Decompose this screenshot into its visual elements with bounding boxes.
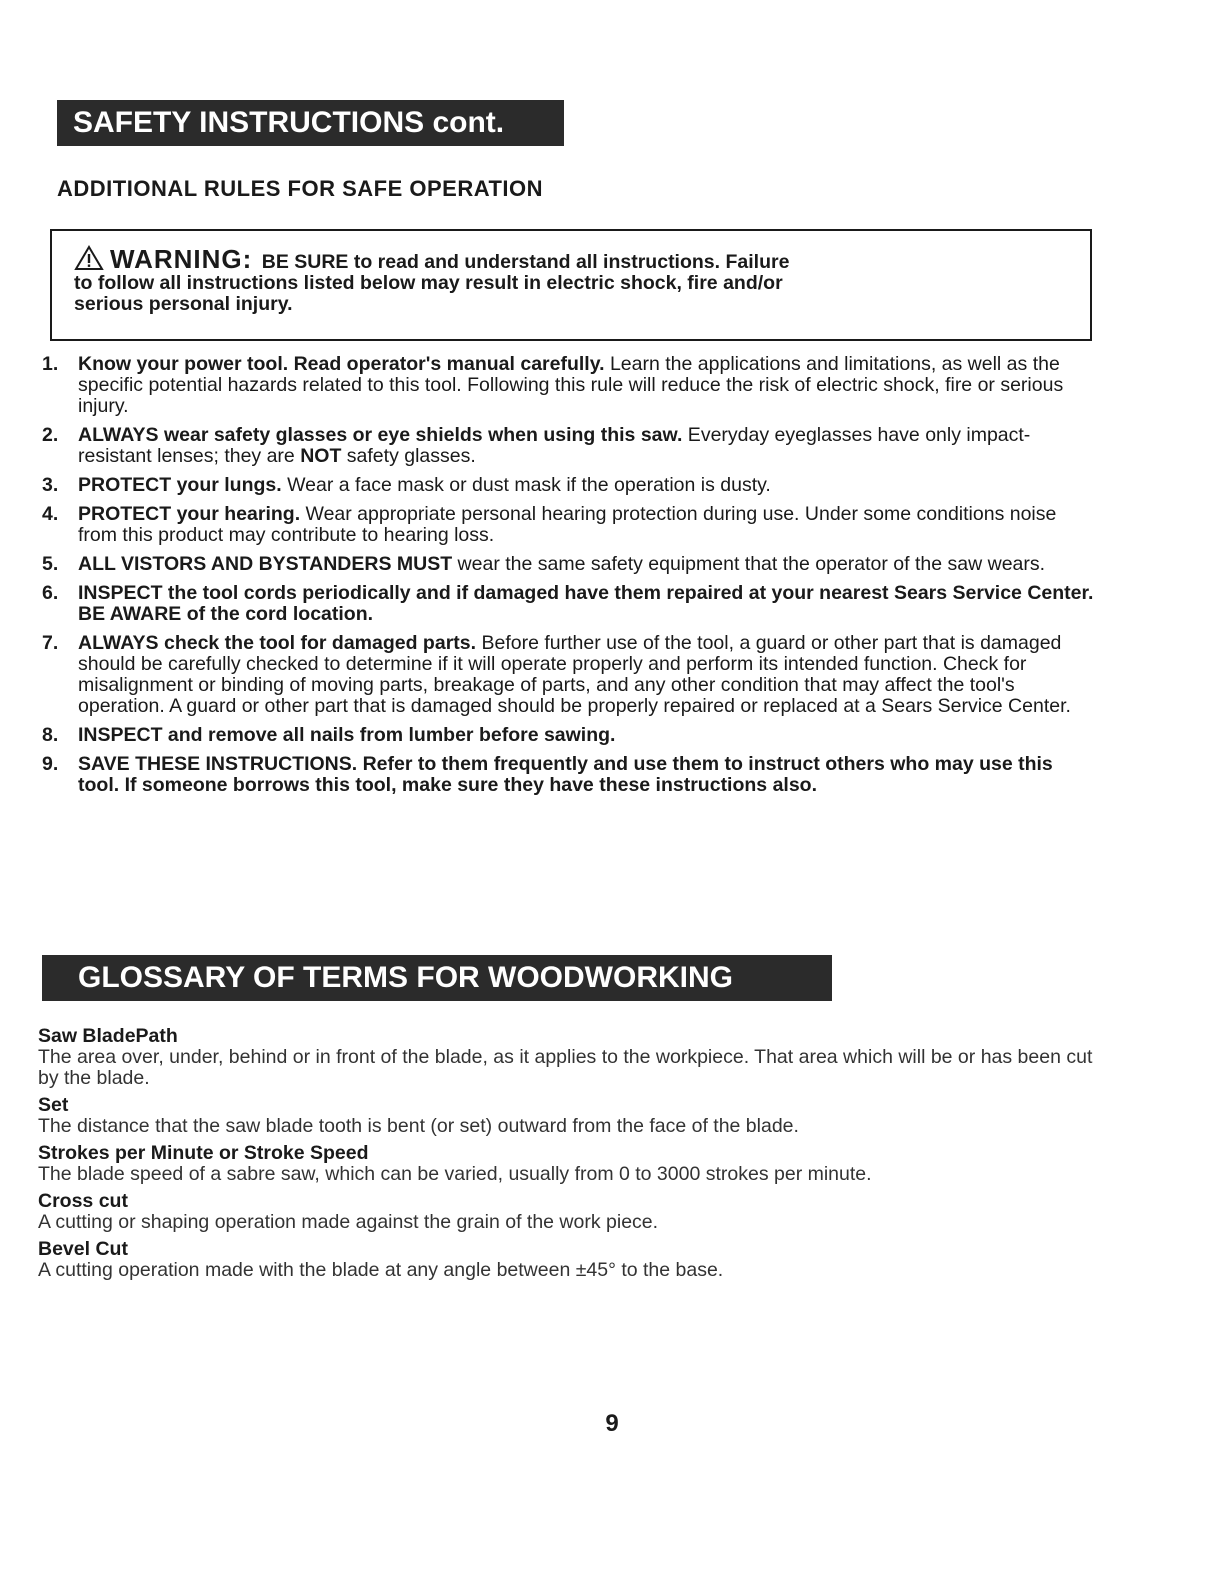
rule-bold-text: PROTECT your hearing. [78,503,301,525]
rule-bold-text: SAVE THESE INSTRUCTIONS. Refer to them frequently and use them to instruct others who may use this tool. If someone borrows this tool, make sure they have these instructions also. [78,753,1053,796]
glossary-definition: A cutting operation made with the blade at any angle between ±45° to the base. [38,1259,724,1281]
glossary-term: Bevel Cut [38,1238,128,1260]
warning-label: WARNING: [110,244,253,274]
rule-emphasis: NOT [300,445,342,467]
glossary-definition: The area over, under, behind or in front of the blade, as it applies to the workpiece. That area which will be or has been cut by the blade. [38,1046,1093,1089]
rule-text: Learn the applications and limitations, as well as the specific potential hazards related to this tool. Following this rule will reduce the risk of electric shock, fire or serious injury. [78,353,1064,417]
rule-number: 8. [42,724,59,746]
rule-2 [36,425,1096,467]
rule-text: wear the same safety equipment that the operator of the saw wears. [452,553,1046,575]
rule-bold-text: Know your power tool. Read operator's manual carefully. [78,353,605,375]
rule-bold-text: ALL VISTORS AND BYSTANDERS MUST [78,553,453,575]
rule-number: 7. [42,632,59,654]
rule-text: Wear a face mask or dust mask if the operation is dusty. [281,474,771,496]
rules-list [36,354,1096,804]
section-title: ADDITIONAL RULES FOR SAFE OPERATION [57,176,544,201]
rule-bold-text: INSPECT and remove all nails from lumber before sawing. [78,724,616,746]
glossary-term: Strokes per Minute or Stroke Speed [38,1142,369,1164]
rule-number: 2. [42,424,59,446]
rule-3 [36,475,1096,496]
glossary-term: Saw BladePath [38,1025,178,1047]
rule-number: 4. [42,503,59,525]
glossary-definition: A cutting or shaping operation made against the grain of the work piece. [38,1211,659,1233]
glossary-definition: The distance that the saw blade tooth is bent (or set) outward from the face of the blade. [38,1115,799,1137]
rule-5 [36,554,1096,575]
rule-1 [36,354,1096,417]
rule-7 [36,633,1096,717]
rule-number: 9. [42,753,59,775]
rule-bold-text: ALWAYS wear safety glasses or eye shields when using this saw. [78,424,683,446]
warning-head-line [74,245,1068,273]
rule-number: 1. [42,353,59,375]
rule-bold-text: INSPECT the tool cords periodically and if damaged have them repaired at your nearest Sears Service Center. BE AWARE of the cord location. [78,582,1094,625]
rule-text: Wear appropriate personal hearing protection during use. Under some conditions noise from this product may contribute to hearing loss. [78,503,1057,546]
warning-triangle-icon [74,245,104,271]
glossary-term: Set [38,1094,69,1116]
warning-line-2: to follow all instructions listed below may result in electric shock, fire and/or [74,272,783,294]
rule-8 [36,725,1096,746]
glossary-list [38,1020,1098,1281]
warning-box [50,229,1092,341]
rule-bold-text: PROTECT your lungs. [78,474,282,496]
warning-head-text: BE SURE to read and understand all instructions. Failure [256,251,790,273]
glossary-term: Cross cut [38,1190,128,1212]
rule-text: Everyday eyeglasses have only impact-resistant lenses; they are [78,424,1031,467]
rule-bold-text: ALWAYS check the tool for damaged parts. [78,632,477,654]
page-number: 9 [605,1410,619,1437]
rule-text-end: safety glasses. [341,445,476,467]
glossary-definition: The blade speed of a sabre saw, which can be varied, usually from 0 to 3000 strokes per minute. [38,1163,872,1185]
rule-number: 6. [42,582,59,604]
rule-number: 3. [42,474,59,496]
rule-4 [36,504,1096,546]
rule-9 [36,754,1096,796]
rule-6 [36,583,1096,625]
safety-instructions-banner: SAFETY INSTRUCTIONS cont. [57,100,564,146]
rule-number: 5. [42,553,59,575]
warning-line-3: serious personal injury. [74,293,293,315]
rule-text: Before further use of the tool, a guard or other part that is damaged should be carefully checked to determine if it will operate properly and perform its intended function. Check for misalignment or binding of moving parts, breakage of parts, and any other condition that may affect the tool's operation. A guard or other part that is damaged should be properly repaired or replaced at a Sears Service Center. [78,632,1071,717]
glossary-banner: GLOSSARY OF TERMS FOR WOODWORKING [42,955,832,1001]
